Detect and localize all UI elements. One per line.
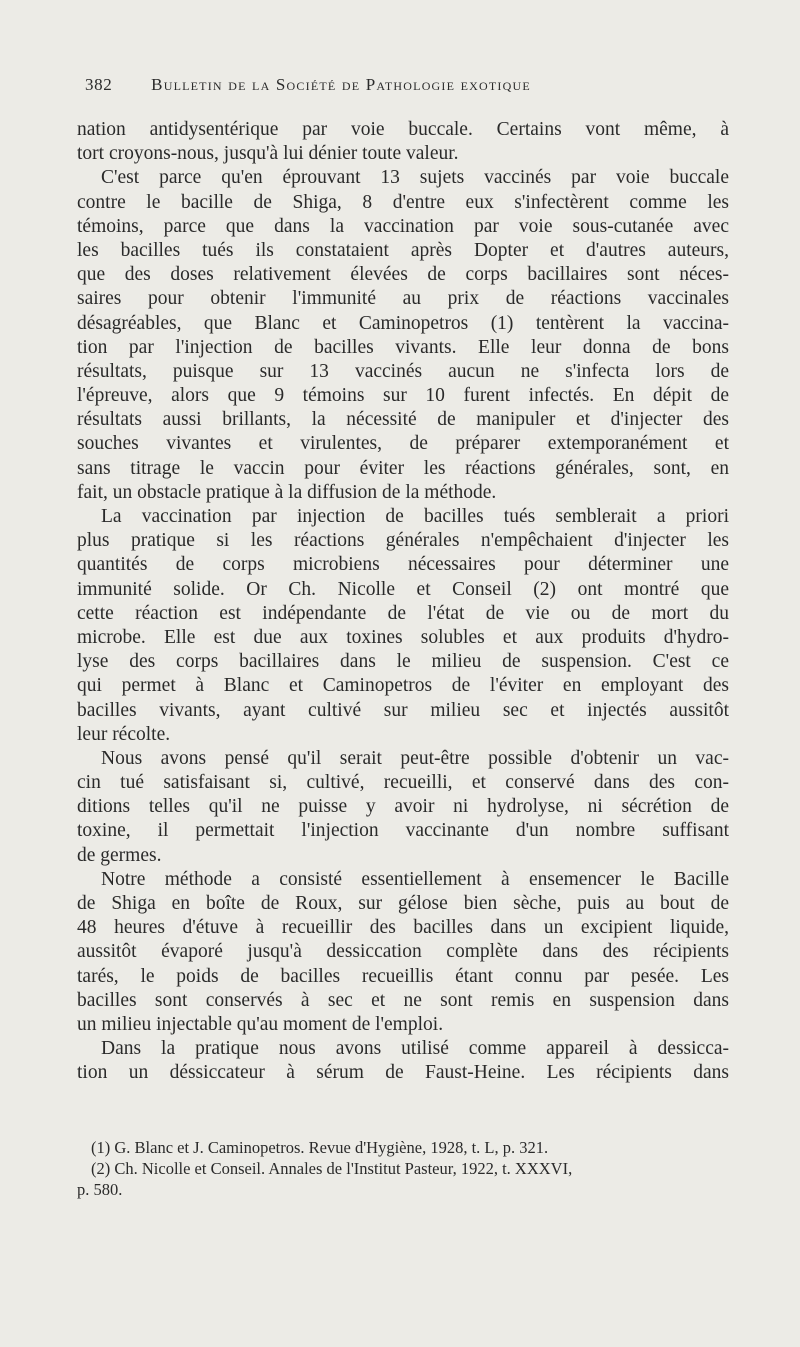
text-line: cette réaction est indépendante de l'état de vie ou de mort du <box>77 602 729 624</box>
text-line: plus pratique si les réactions générales n'empêchaient d'injecter les <box>77 530 729 552</box>
text-line: désagréables, que Blanc et Caminopetros (1) tentèrent la vaccina- <box>77 312 729 334</box>
paragraph-start-line: Dans la pratique nous avons utilisé comme appareil à dessicca- <box>101 1038 729 1060</box>
text-line: souches vivantes et virulentes, de préparer extemporanément et <box>77 433 729 455</box>
text-line: leur récolte. <box>77 723 171 745</box>
text-line: les bacilles tués ils constataient après Dopter et d'autres auteurs, <box>77 239 729 261</box>
text-line: résultats aussi brillants, la nécessité de manipuler et d'injecter des <box>77 409 729 431</box>
footnote-2-continuation: p. 580. <box>77 1180 123 1199</box>
text-line: fait, un obstacle pratique à la diffusion de la méthode. <box>77 481 497 503</box>
text-line: tion un déssiccateur à sérum de Faust-Heine. Les récipients dans <box>77 1062 729 1084</box>
page-header <box>85 74 645 96</box>
text-line: qui permet à Blanc et Caminopetros de l'éviter en employant des <box>77 675 729 697</box>
text-line: sans titrage le vaccin pour éviter les réactions générales, sont, en <box>77 457 729 479</box>
text-line: témoins, parce que dans la vaccination par voie sous-cutanée avec <box>77 215 729 237</box>
text-line: tort croyons-nous, jusqu'à lui dénier toute valeur. <box>77 143 459 165</box>
text-line: un milieu injectable qu'au moment de l'emploi. <box>77 1013 444 1035</box>
running-title: Bulletin de la Société de Pathologie exotique <box>151 75 531 94</box>
paragraph-start-line: C'est parce qu'en éprouvant 13 sujets vaccinés par voie buccale <box>101 167 729 189</box>
text-line: bacilles vivants, ayant cultivé sur milieu sec et injectés aussitôt <box>77 699 729 721</box>
text-line: ditions telles qu'il ne puisse y avoir ni hydrolyse, ni sécrétion de <box>77 796 729 818</box>
body-text <box>77 118 729 1086</box>
page-number: 382 <box>85 75 113 94</box>
text-line: immunité solide. Or Ch. Nicolle et Conseil (2) ont montré que <box>77 578 729 600</box>
text-line: aussitôt évaporé jusqu'à dessiccation complète dans des récipients <box>77 941 729 963</box>
footnote-1: (1) G. Blanc et J. Caminopetros. Revue d'Hygiène, 1928, t. L, p. 321. <box>91 1138 549 1157</box>
paragraph-start-line: Nous avons pensé qu'il serait peut-être possible d'obtenir un vac- <box>101 747 729 769</box>
paragraph-start-line: La vaccination par injection de bacilles tués semblerait a priori <box>101 506 729 527</box>
text-line: bacilles sont conservés à sec et ne sont remis en suspension dans <box>77 989 729 1011</box>
text-line: de Shiga en boîte de Roux, sur gélose bien sèche, puis au bout de <box>77 893 729 914</box>
footnotes <box>77 1137 729 1200</box>
text-line: que des doses relativement élevées de corps bacillaires sont néces- <box>77 264 729 286</box>
text-line: cin tué satisfaisant si, cultivé, recueilli, et conservé dans des con- <box>77 772 729 794</box>
text-line: nation antidysentérique par voie buccale. Certains vont même, à <box>77 119 729 140</box>
footnote-2: (2) Ch. Nicolle et Conseil. Annales de l'Institut Pasteur, 1922, t. XXXVI, <box>91 1159 573 1178</box>
text-line: microbe. Elle est due aux toxines solubles et aux produits d'hydro- <box>77 626 729 648</box>
text-line: contre le bacille de Shiga, 8 d'entre eux s'infectèrent comme les <box>77 191 729 213</box>
text-line: tion par l'injection de bacilles vivants. Elle leur donna de bons <box>77 336 729 358</box>
text-line: de germes. <box>77 844 162 866</box>
text-line: 48 heures d'étuve à recueillir des bacilles dans un excipient liquide, <box>77 917 729 939</box>
text-line: lyse des corps bacillaires dans le milieu de suspension. C'est ce <box>77 651 729 673</box>
text-line: toxine, il permettait l'injection vaccinante d'un nombre suffisant <box>77 820 729 842</box>
paragraph-start-line: Notre méthode a consisté essentiellement à ensemencer le Bacille <box>101 868 729 890</box>
text-line: résultats, puisque sur 13 vaccinés aucun ne s'infecta lors de <box>77 360 729 382</box>
text-line: tarés, le poids de bacilles recueillis étant connu par pesée. Les <box>77 965 729 987</box>
text-line: quantités de corps microbiens nécessaires pour déterminer une <box>77 554 729 576</box>
text-line: l'épreuve, alors que 9 témoins sur 10 furent infectés. En dépit de <box>77 385 729 407</box>
text-line: saires pour obtenir l'immunité au prix de réactions vaccinales <box>77 288 729 310</box>
